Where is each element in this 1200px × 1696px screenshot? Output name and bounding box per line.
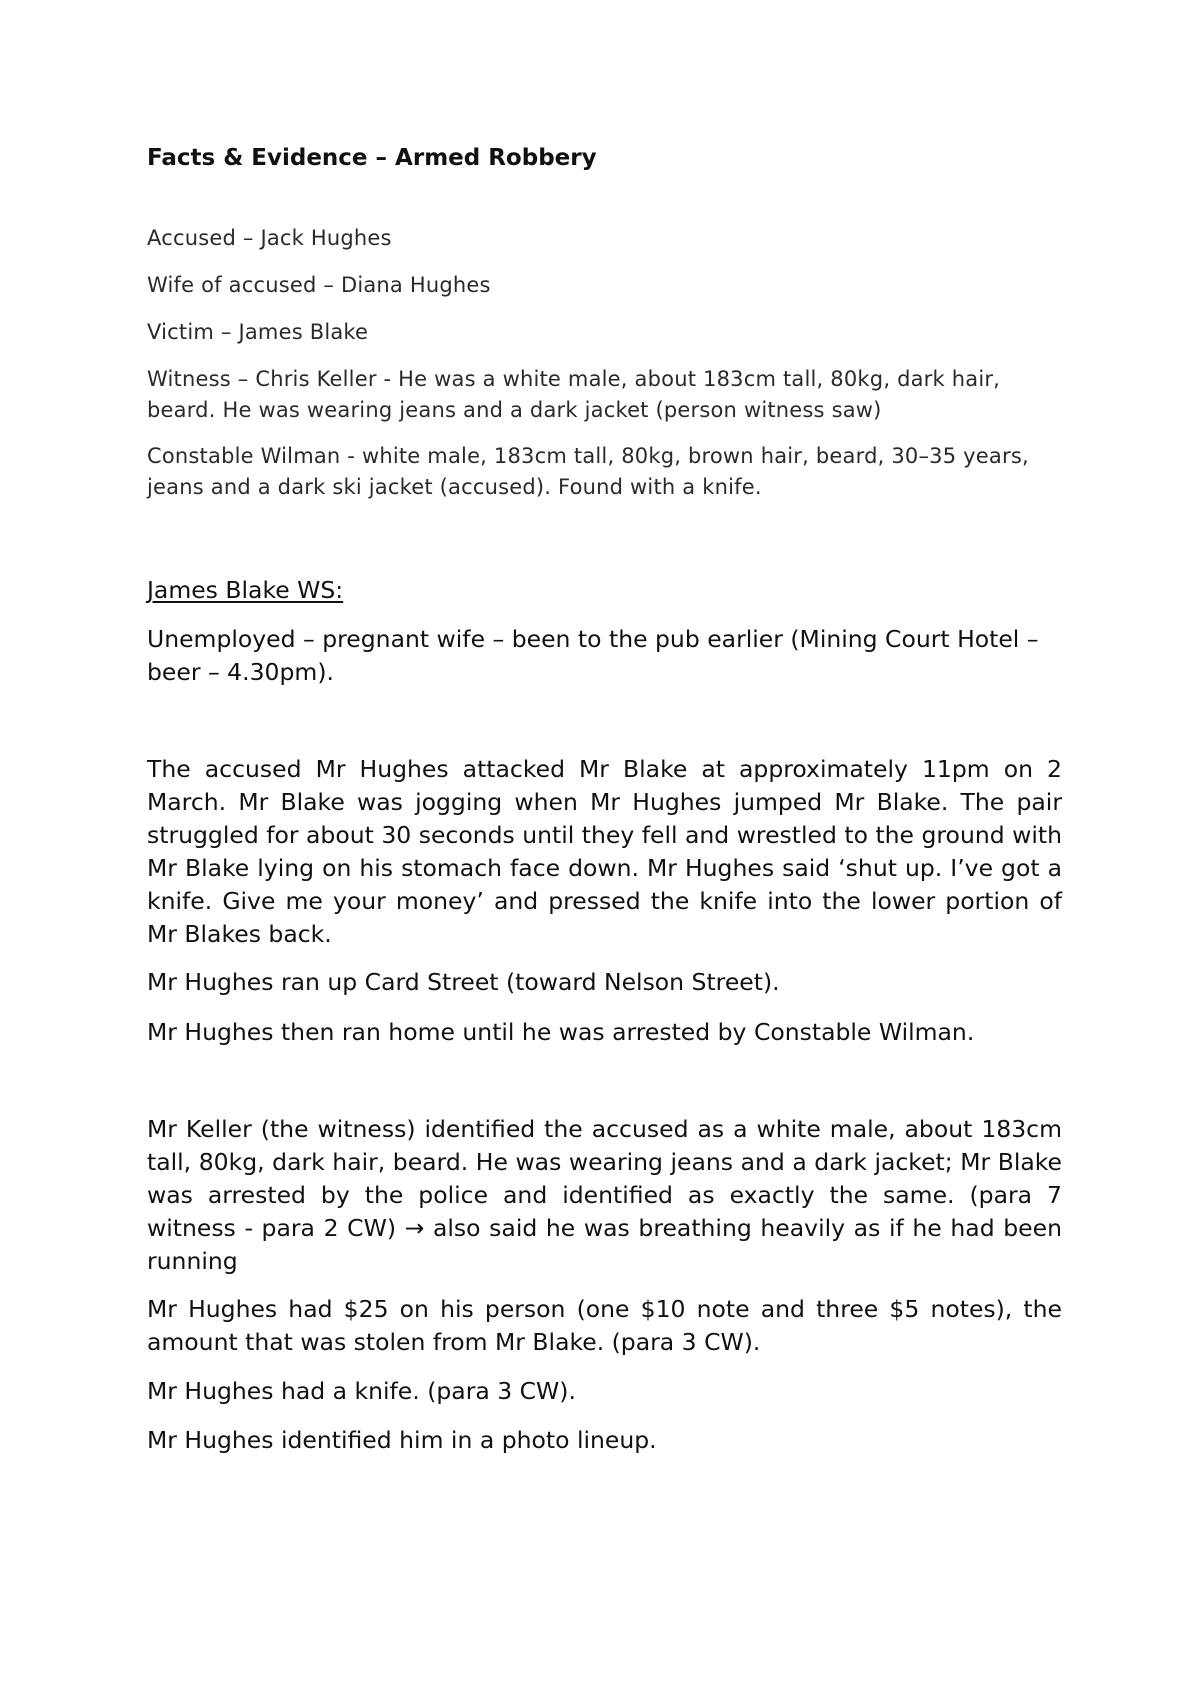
- evidence-lineup: Mr Hughes identified him in a photo lineup.: [147, 1426, 657, 1454]
- party-constable: Constable Wilman - white male, 183cm tall, 80kg, brown hair, beard, 30–35 years, jeans and a dark ski jacket (accused). Found with a knife.: [147, 444, 1029, 499]
- statement-ran-home: Mr Hughes then ran home until he was arrested by Constable Wilman.: [147, 1018, 975, 1046]
- evidence-knife: Mr Hughes had a knife. (para 3 CW).: [147, 1377, 576, 1405]
- arrow-right-icon: →: [404, 1214, 425, 1242]
- party-accused: Accused – Jack Hughes: [147, 226, 392, 250]
- evidence-keller-part1: Mr Keller (the witness) identified the accused as a white male, about 183cm tall, 80kg, dark hair, beard. He was wearing jeans and a dark jacket; Mr Blake was arrested by the police and identified as exactly the same. (para 7 witness - para 2 CW): [147, 1115, 1062, 1242]
- statement-background: Unemployed – pregnant wife – been to the pub earlier (Mining Court Hotel – beer – 4.30pm).: [147, 625, 1039, 686]
- evidence-money: Mr Hughes had $25 on his person (one $10 note and three $5 notes), the amount that was stolen from Mr Blake. (para 3 CW).: [147, 1295, 1062, 1356]
- document-title: Facts & Evidence – Armed Robbery: [147, 145, 597, 171]
- party-victim: Victim – James Blake: [147, 320, 369, 344]
- evidence-keller-part2: also said he was breathing heavily as if he had been running: [147, 1214, 1062, 1275]
- statement-ran-up: Mr Hughes ran up Card Street (toward Nelson Street).: [147, 968, 780, 996]
- party-wife: Wife of accused – Diana Hughes: [147, 273, 491, 297]
- statement-heading: James Blake WS:: [147, 576, 344, 604]
- statement-attack: The accused Mr Hughes attacked Mr Blake at approximately 11pm on 2 March. Mr Blake was jogging when Mr Hughes jumped Mr Blake. The pair struggled for about 30 seconds until they fell and wrestled to the ground with Mr Blake lying on his stomach face down. Mr Hughes said ‘shut up. I’ve got a knife. Give me your money’ and pressed the knife into the lower portion of Mr Blakes back.: [147, 755, 1062, 948]
- evidence-keller: [147, 1113, 1062, 1278]
- party-witness: Witness – Chris Keller - He was a white male, about 183cm tall, 80kg, dark hair, beard. He was wearing jeans and a dark jacket (person witness saw): [147, 367, 1001, 422]
